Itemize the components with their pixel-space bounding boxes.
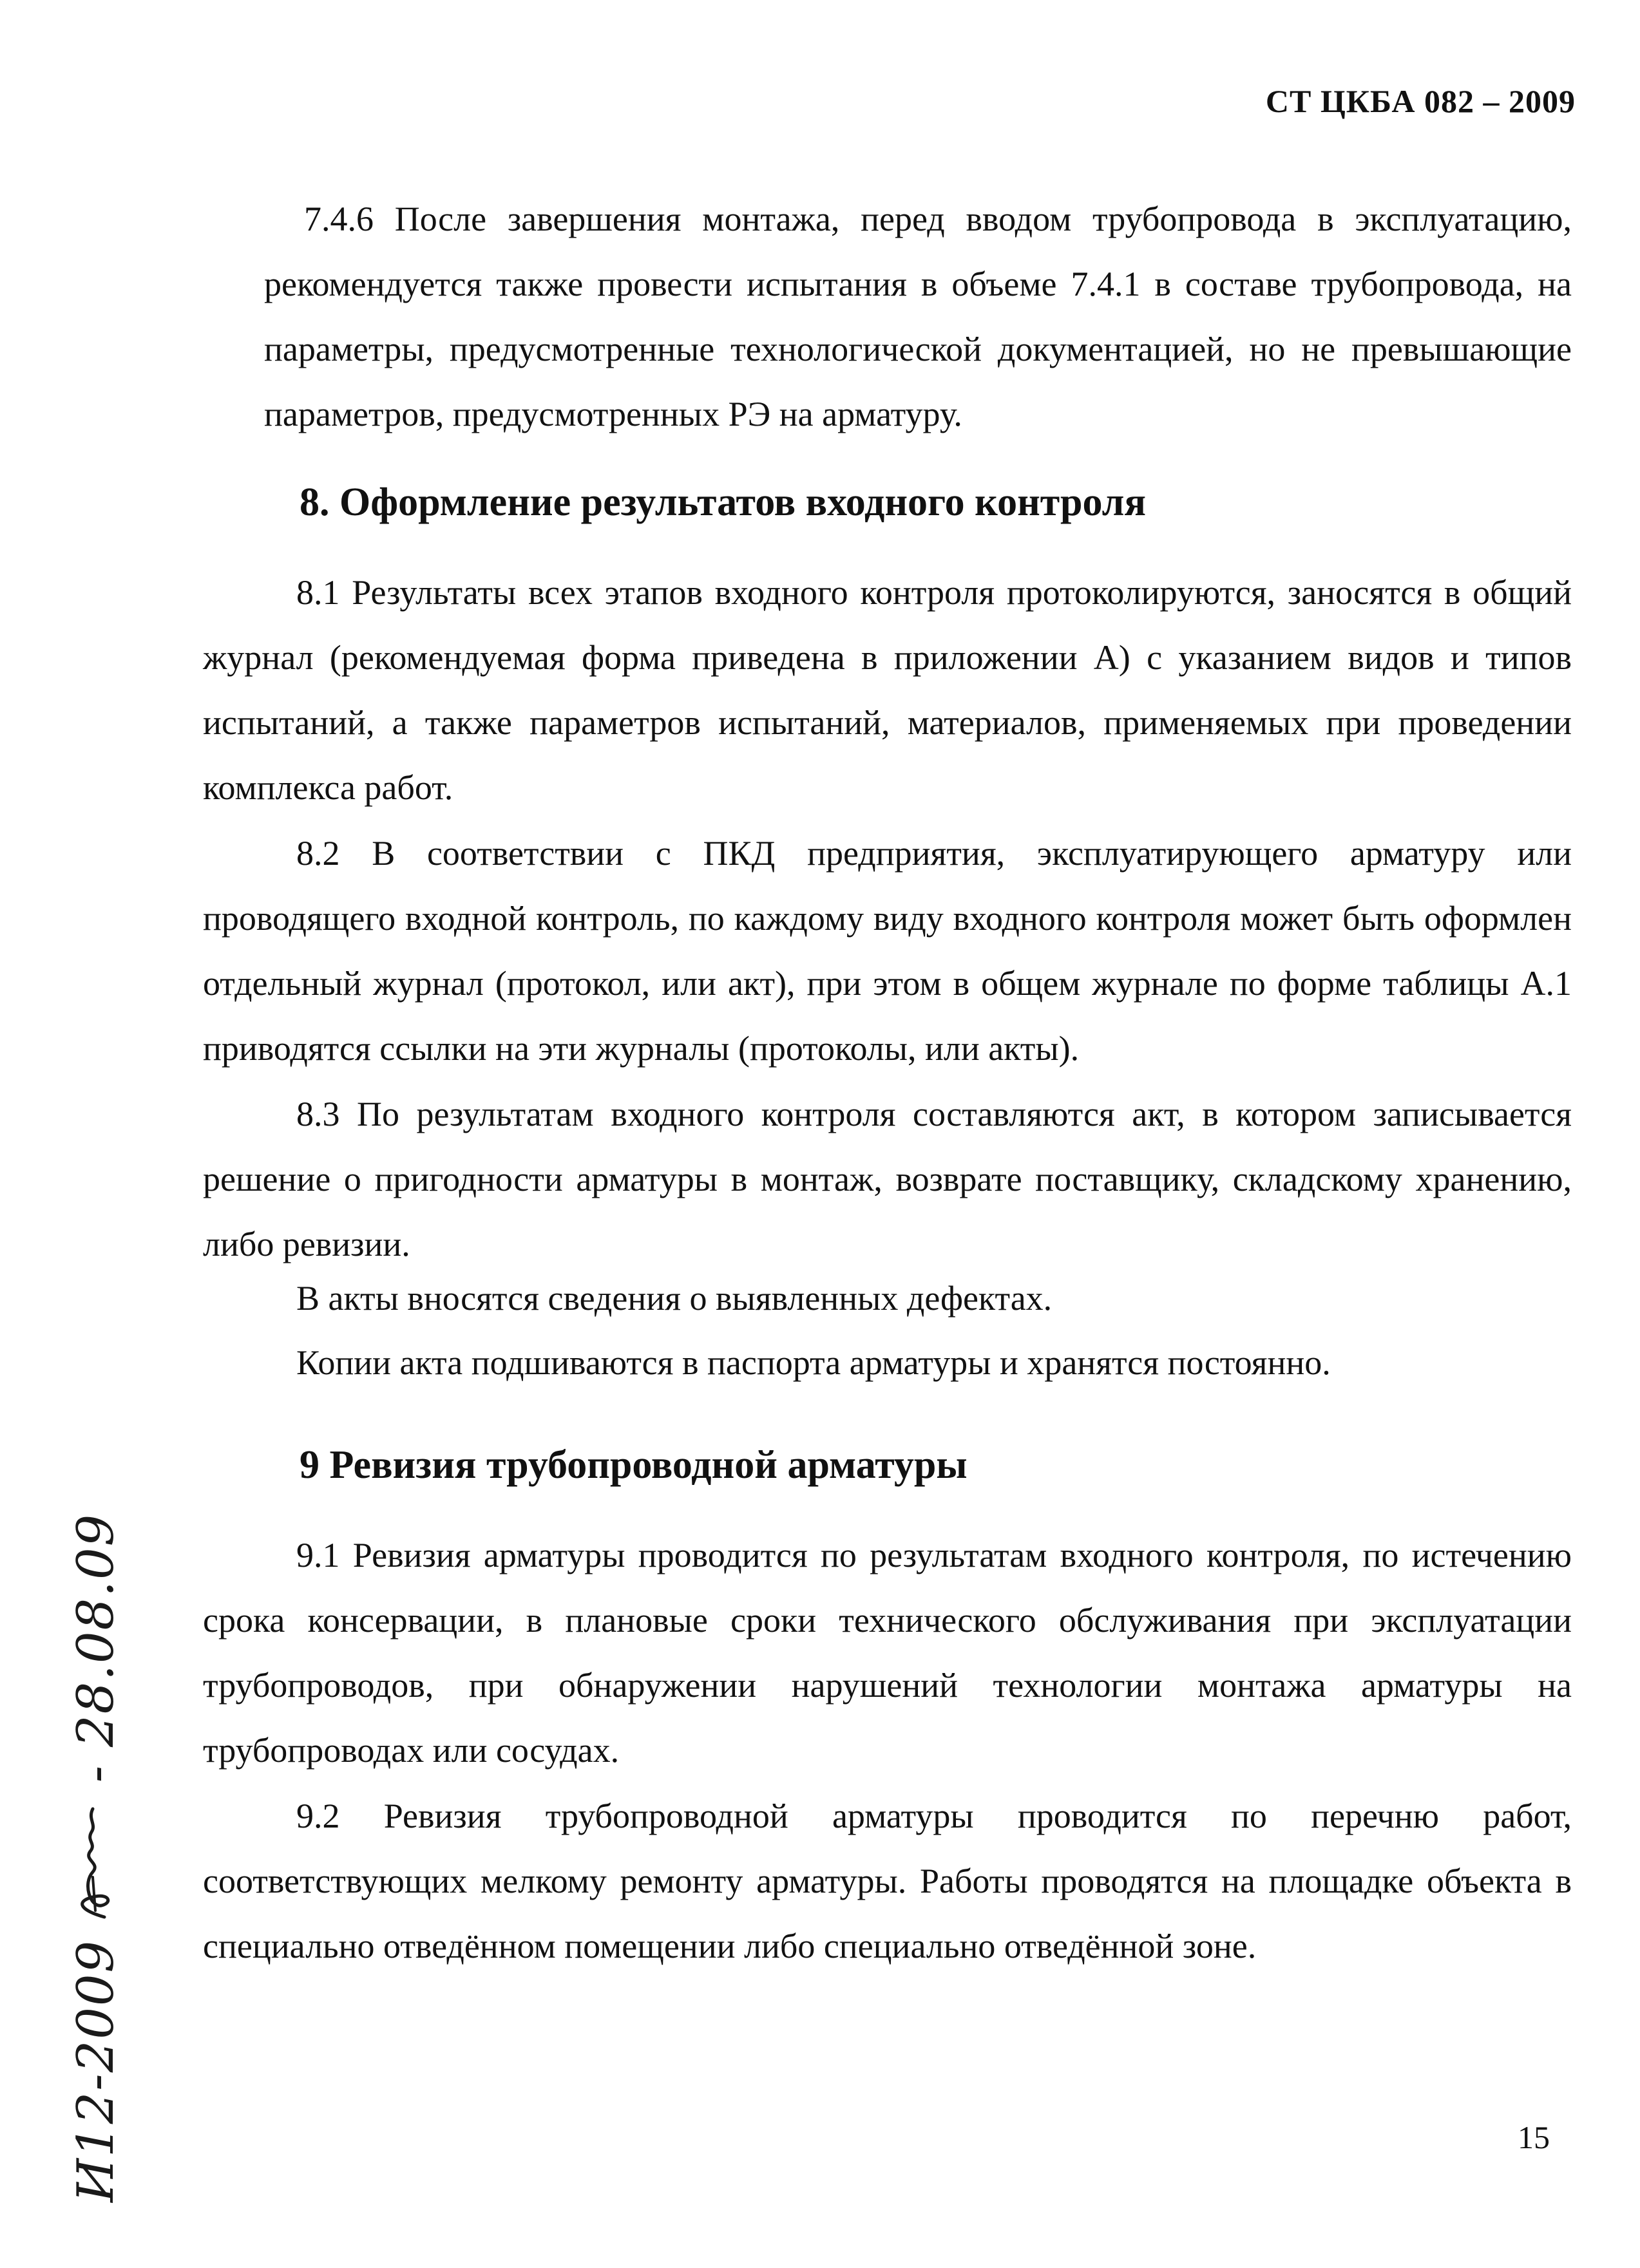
paragraph-7-4-6: 7.4.6 После завершения монтажа, перед вводом трубопровода в эксплуатацию, рекомендуется также провести испытания в объеме 7.4.1 в составе трубопровода, на параметры, предусмотренные технологической документацией, но не превышающие параметров, предусмотренных РЭ на арматуру. xyxy=(264,200,1572,433)
section-8-heading: 8. Оформление результатов входного контроля xyxy=(300,480,1146,524)
paragraph-9-2: 9.2 Ревизия трубопроводной арматуры проводится по перечню работ, соответствующих мелкому ремонту арматуры. Работы проводятся на площадке объекта в специально отведённом помещении либо специально отведённой зоне. xyxy=(203,1797,1572,1965)
margin-note-number: И12-2009 xyxy=(67,1939,125,2202)
paragraph-8-1: 8.1 Результаты всех этапов входного контроля протоколируются, заносятся в общий журнал (рекомендуемая форма приведена в приложении А) с указанием видов и типов испытаний, а также параметров испытаний, материалов, применяемых при проведении комплекса работ. xyxy=(203,573,1572,807)
section-9-heading: 9 Ревизия трубопроводной арматуры xyxy=(300,1443,968,1487)
paragraph-8-3-defects: В акты вносятся сведения о выявленных дефектах. xyxy=(296,1279,1053,1318)
document-code: СТ ЦКБА 082 – 2009 xyxy=(1265,83,1576,119)
margin-note-date: - 28.08.09 xyxy=(67,1513,125,1783)
handwritten-signature xyxy=(64,1800,135,1922)
page-number: 15 xyxy=(1518,2119,1550,2155)
paragraph-9-1: 9.1 Ревизия арматуры проводится по результатам входного контроля, по истечению срока консервации, в плановые сроки технического обслуживания при эксплуатации трубопроводов, при обнаружении нарушений технологии монтажа арматуры на трубопроводах или сосудах. xyxy=(203,1536,1572,1770)
paragraph-8-2: 8.2 В соответствии с ПКД предприятия, эксплуатирующего арматуру или проводящего входной контроль, по каждому виду входного контроля может быть оформлен отдельный журнал (протокол, или акт), при этом в общем журнале по форме таблицы А.1 приводятся ссылки на эти журналы (протоколы, или акты). xyxy=(203,834,1572,1068)
handwritten-margin-note xyxy=(64,1513,135,2202)
paragraph-8-3-copies: Копии акта подшиваются в паспорта арматуры и хранятся постоянно. xyxy=(296,1343,1331,1382)
paragraph-8-3: 8.3 По результатам входного контроля составляются акт, в котором записывается решение о пригодности арматуры в монтаж, возврате поставщику, складскому хранению, либо ревизии. xyxy=(203,1095,1572,1263)
